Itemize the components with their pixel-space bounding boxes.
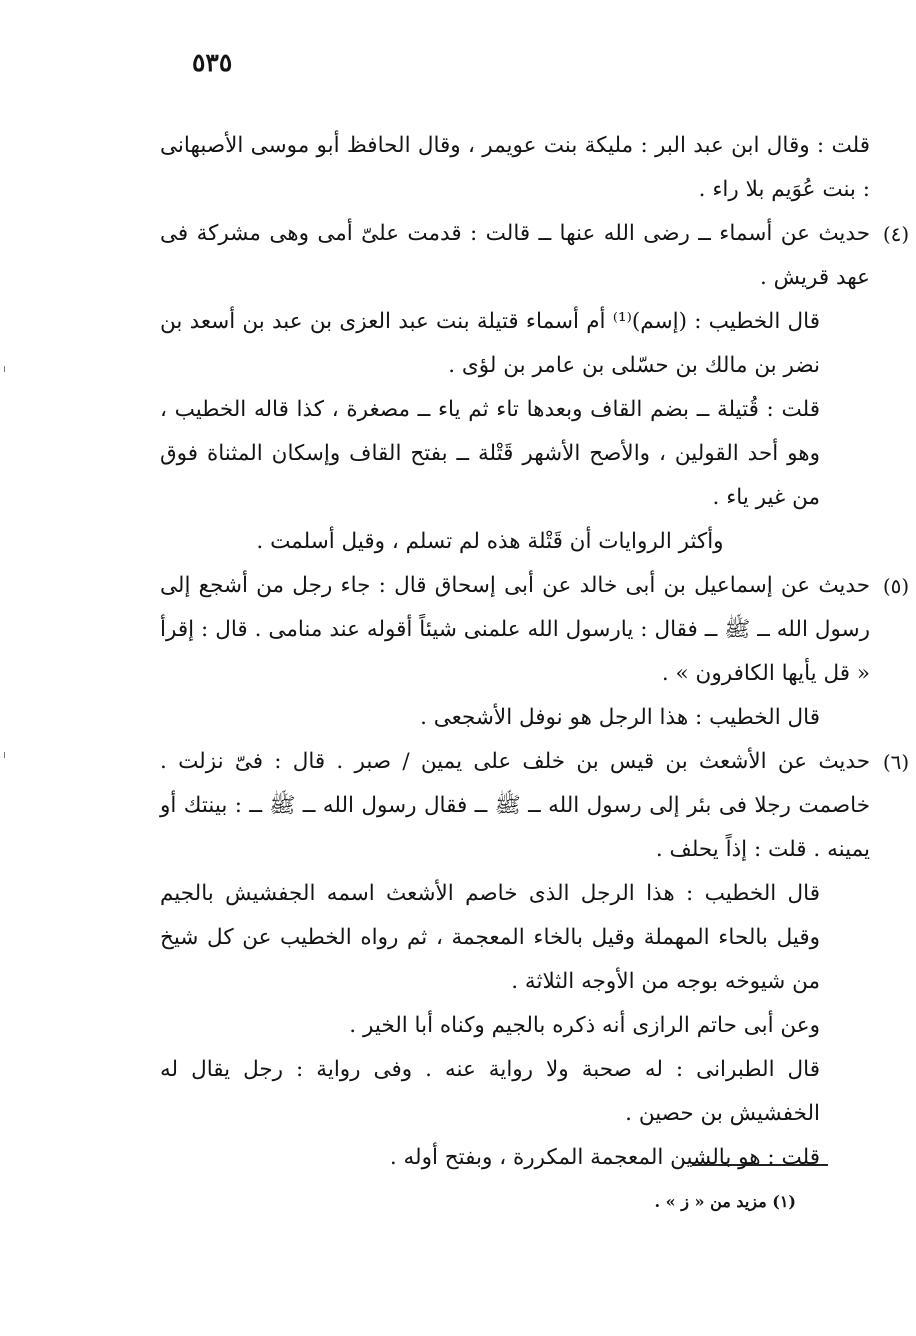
- entry-text: حديث عن أسماء ــ رضى الله عنها ــ قالت : قدمت علىّ أمى وهى مشركة فى عهد قريش .: [160, 221, 870, 290]
- entry-number: (٤): [882, 222, 910, 246]
- paragraph: وعن أبى حاتم الرازى أنه ذكره بالجيم وكناه أبا الخير .: [349, 1013, 820, 1038]
- entry-text: حديث عن إسماعيل بن أبى خالد عن أبى إسحاق قال : جاء رجل من أشجع إلى رسول الله ــ ﷺ ــ فقال : يارسول الله علمنى شيئاً أقوله عند منامى . قال : إقرأ « قل يأيها الكافرون » .: [160, 573, 870, 686]
- page-number: ٥٣٥: [192, 48, 233, 77]
- entry-text: حديث عن الأشعث بن قيس بن خلف على يمين / صبر . قال : فىّ نزلت . خاصمت رجلا فى بئر إلى رسول الله ــ ﷺ ــ فقال رسول الله ــ ﷺ ــ : بينتك أو يمينه . قلت : إذاً يحلف .: [160, 749, 870, 862]
- body-text: [160, 124, 910, 1180]
- hadith-entry-4: [160, 212, 910, 300]
- footnote-divider: [692, 1164, 828, 1166]
- paragraph: قال الطبرانى : له صحبة ولا رواية عنه . وفى رواية : رجل يقال له الخفشيش بن حصين .: [160, 1057, 820, 1126]
- paragraph: قال الخطيب : هذا الرجل هو نوفل الأشجعى .: [420, 705, 820, 730]
- paragraph: قلت : هو بالشين المعجمة المكررة ، وبفتح أوله .: [389, 1145, 820, 1170]
- hadith-entry-6: [160, 740, 910, 872]
- entry-number: (٥): [882, 574, 910, 598]
- margin-mark: [4, 366, 5, 372]
- entry-number: (٦): [882, 750, 910, 774]
- paragraph: وأكثر الروايات أن قَتْلة هذه لم تسلم ، وقيل أسلمت .: [256, 529, 724, 554]
- paragraph: قال الخطيب : (إسم)⁽¹⁾ أم أسماء قتيلة بنت عبد العزى بن عبد بن أسعد بن نضر بن مالك بن حسّلى بن عامر بن لؤى .: [160, 309, 820, 378]
- hadith-entry-5: [160, 564, 910, 696]
- footnote: (١) مزيد من « ز » .: [654, 1192, 796, 1211]
- paragraph: قال الخطيب : هذا الرجل الذى خاصم الأشعث اسمه الجفشيش بالجيم وقيل بالحاء المهملة وقيل بالخاء المعجمة ، ثم رواه الخطيب عن كل شيخ من شيوخه بوجه من الأوجه الثلاثة .: [160, 881, 820, 994]
- margin-mark: [4, 752, 5, 758]
- paragraph: قلت : قُتيلة ــ بضم القاف وبعدها تاء ثم ياء ــ مصغرة ، كذا قاله الخطيب ، وهو أحد القولين ، والأصح الأشهر قَتْلة ــ بفتح القاف وإسكان المثناة فوق من غير ياء .: [160, 397, 820, 510]
- paragraph: قلت : وقال ابن عبد البر : مليكة بنت عويمر ، وقال الحافظ أبو موسى الأصبهانى : بنت عُوَيم بلا راء .: [160, 133, 870, 202]
